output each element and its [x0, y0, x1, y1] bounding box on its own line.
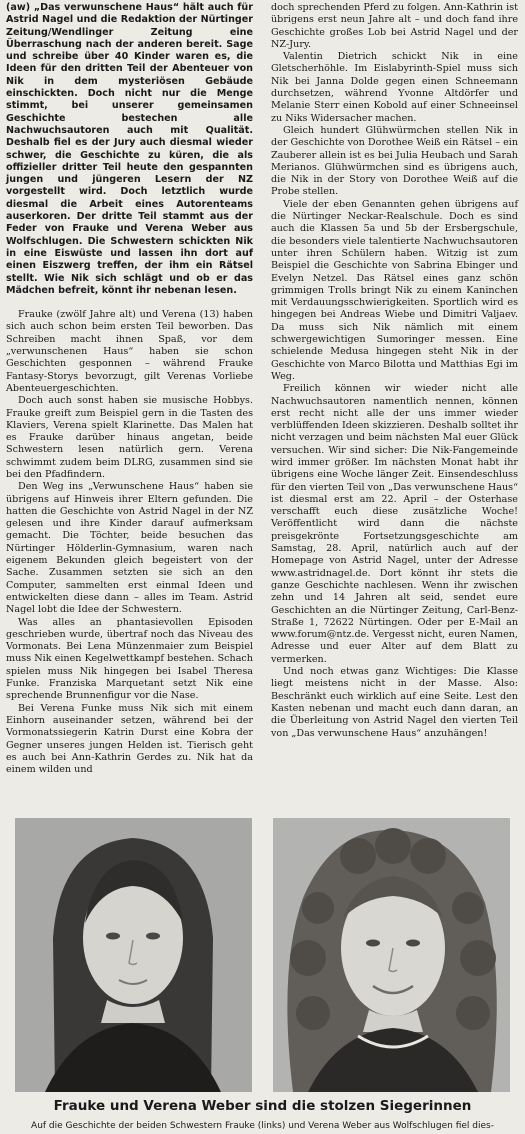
article-paragraph: Den Weg ins „Verwunschene Haus“ haben sie übrigens auf Hinweis ihrer Eltern gefunden. Die hatten die Geschichte von Astrid Nagel in der NZ gelesen und ihre Kinder darauf aufmerksam gemacht. Die Töchter, beide besuchen das Nürtinger Hölderlin-Gymnasium, waren nach eigenem Bekunden gleich begeistert von der Sache. Zusammen setzten sie sich an den Computer, sammelten erst einmal Ideen und entwickelten diese dann – alles im Team. Astrid Nagel lobt die Idee der Schwestern. — [6, 481, 253, 616]
article-column-left — [6, 2, 253, 776]
photo-caption: Auf die Geschichte der beiden Schwestern Frauke (links) und Verena Weber aus Wolfschlugen fiel dies- — [31, 1121, 494, 1131]
article-paragraph: Freilich können wir wieder nicht alle Nachwuchsautoren namentlich nennen, können erst recht nicht alle der uns immer wieder verblüffenden Ideen skizzieren. Deshalb solltet ihr nicht verzagen und beim nächsten Mal euer Glück versuchen. Wir sind sicher: Die Nik-Fangemeinde wird immer größer. Im nächsten Monat habt ihr übrigens eine Woche länger Zeit. Einsendeschluss für den vierten Teil von „Das verwunschene Haus“ ist diesmal erst am 22. April – der Osterhase verschafft euch diese zusätzliche Woche! Veröffentlicht wird dann die nächste preisgekrönte Fortsetzungsgeschichte am Samstag, 28. April, natürlich auch auf der Homepage von Astrid Nagel, unter der Adresse www.astridnagel.de. Dort könnt ihr stets die ganze Geschichte nachlesen. Wenn ihr zwischen zehn und 14 Jahren alt seid, sendet eure Geschichten an die Nürtinger Zeitung, Carl-Benz-Straße 1, 72622 Nürtingen. Oder per E-Mail an www.forum@ntz.de. Vergesst nicht, euren Namen, Adresse und euer Alter auf dem Blatt zu vermerken. — [271, 383, 518, 665]
photo-headline: Frauke und Verena Weber sind die stolzen Siegerinnen — [53, 1098, 472, 1114]
article-paragraph: Was alles an phantasievollen Episoden geschrieben wurde, übertraf noch das Niveau des Vormonats. Bei Lena Münzenmaier zum Beispiel muss Nik einen Kegelwettkampf bestehen. Schach spielen muss Nik hingegen bei Isabel Theresa Funke. Franziska Marquetant setzt Nik eine sprechende Brunnenfigur vor die Nase. — [6, 616, 253, 702]
article-paragraph: Gleich hundert Glühwürmchen stellen Nik in der Geschichte von Dorothee Weiß ein Rätsel – ein Zauberer allein ist es bei Julia Heubach und Sarah Merianos. Glühwürmchen sind es übrigens auch, die Nik in der Story von Dorothee Weiß auf die Probe stellen. — [271, 124, 518, 198]
article-lead: (aw) „Das verwunschene Haus“ hält auch für Astrid Nagel und die Redaktion der Nürtinger Zeitung/Wendlinger Zeitung eine Überraschung nach der anderen bereit. Sage und schreibe über 40 Kinder waren es, die Ideen für den dritten Teil der Abenteuer von Nik in dem mysteriösen Gebäude einschickten. Doch nicht nur die Menge stimmt, bei unserer gemeinsamen Geschichte bestechen alle Nachwuchsautoren auch mit Qualität. Deshalb fiel es der Jury auch diesmal wieder schwer, die Geschichte zu küren, die als offizieller dritter Teil heute den gespannten jungen und jüngeren Lesern der NZ vorgestellt wird. Doch letztlich wurde diesmal die Arbeit eines Autorenteams auserkoren. Der dritte Teil stammt aus der Feder von Frauke und Verena Weber aus Wolfschlugen. Die Schwestern schickten Nik in eine Eiswüste und lassen ihn dort auf einen Eiszwerg treffen, der ihm ein Rätsel stellt. Wie Nik sich schlägt und ob er das Mädchen befreit, könnt ihr nebenan lesen. — [6, 2, 253, 296]
article-column-right — [271, 2, 518, 740]
article-paragraph: doch sprechenden Pferd zu folgen. Ann-Kathrin ist übrigens erst neun Jahre alt – und doch fand ihre Geschichte großes Lob bei Astrid Nagel und der NZ-Jury. — [271, 2, 518, 50]
article-paragraph: Frauke (zwölf Jahre alt) und Verena (13) haben sich auch schon beim ersten Teil beworben. Das Schreiben macht ihnen Spaß, vor dem „verwunschenen Haus“ haben sie schon Geschichten gesponnen – während Frauke Fantasy-Storys bevorzugt, gilt Verenas Vorliebe Abenteuergeschichten. — [6, 309, 253, 394]
article-paragraph: Und noch etwas ganz Wichtiges: Die Klasse liegt meistens nicht in der Masse. Also: Beschränkt euch wirklich auf eine Seite. Lest den Kasten nebenan und macht euch dann daran, an die Überleitung von Astrid Nagel den vierten Teil von „Das verwunschene Haus“ anzuhängen! — [271, 666, 518, 739]
article-paragraph: Valentin Dietrich schickt Nik in eine Gletscherhöhle. Im Eislabyrinth-Spiel muss sich Nik bei Janna Dolde gegen einen Schneemann durchsetzen, während Yvonne Altdörfer und Melanie Sterr einen Kobold auf einer Schneeinsel zu Niks Widersacher machen. — [271, 51, 518, 124]
article-paragraph: Doch auch sonst haben sie musische Hobbys. Frauke greift zum Beispiel gern in die Tasten des Klaviers, Verena spielt Klarinette. Das Malen hat es Frauke darüber hinaus angetan, beide Schwestern lesen natürlich gern. Verena schwimmt zudem beim DLRG, zusammen sind sie bei den Pfadfindern. — [6, 395, 253, 480]
portrait-photo-frauke — [15, 818, 252, 1092]
article-paragraph: Viele der eben Genannten gehen übrigens auf die Nürtinger Neckar-Realschule. Doch es sind auch die Klassen 5a und 5b der Ersbergschule, die besonders viele talentierte Nachwuchsautoren unter ihren Schülern haben. Witzig ist zum Beispiel die Geschichte von Sabrina Ebinger und Evelyn Netzel. Das Rätsel eines ganz schön grimmigen Trolls bringt Nik zu einem Kaninchen mit Verdauungsschwierigkeiten. Sportlich wird es hingegen bei Andreas Wiebe und Dimitri Valjaev. Da muss sich Nik nämlich mit einem schwergewichtigen Sumoringer messen. Eine schielende Medusa hingegen steht Nik in der Geschichte von Marco Bilotta und Matthias Egi im Weg. — [271, 198, 518, 382]
article-paragraph: Bei Verena Funke muss Nik sich mit einem Einhorn auseinander setzen, während bei der Vormonatssiegerin Katrin Durst eine Kobra der Gegner unseres jungen Helden ist. Tierisch geht es auch bei Ann-Kathrin Gerdes zu. Nik hat da einem wilden und — [6, 702, 253, 776]
portrait-photo-verena — [273, 818, 510, 1092]
